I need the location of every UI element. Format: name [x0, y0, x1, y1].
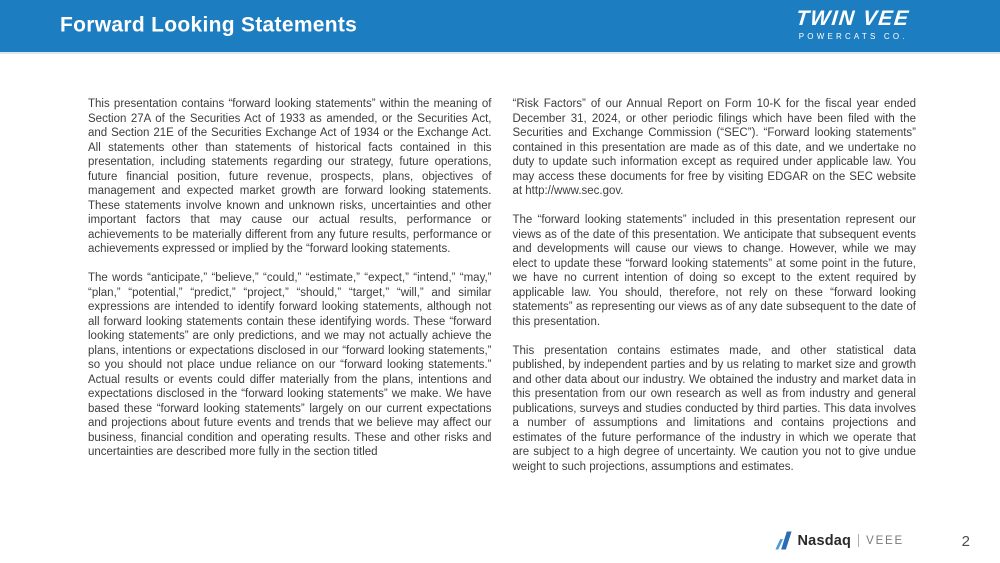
left-column: [88, 97, 492, 474]
disclaimer-paragraph: The words “anticipate,” “believe,” “could,” “estimate,” “expect,” “intend,” “may,” “plan,” “potential,” “predict,” “project,” “should,” “target,” “will,” and similar expressions are intended to identify forward looking statements, although not all forward looking statements contain these identifying words. These “forward looking statements” are only predictions, and we may not actually achieve the plans, intentions or expectations disclosed in our “forward looking statements,” so you should not place undue reliance on our “forward looking statements.” Actual results or events could differ materially from the plans, intentions and expectations disclosed in the “forward looking statements” we make. We have based these “forward looking statements” largely on our current expectations and projections about future events and trends that we believe may affect our business, financial condition and operating results. These and other risks and uncertainties are described more fully in the section titled: [88, 272, 492, 458]
twin-vee-logo-wordmark: TWIN VEE: [795, 7, 912, 30]
twin-vee-logo: [796, 8, 910, 41]
disclaimer-paragraph: This presentation contains estimates made, and other statistical data published, by independent parties and by us relating to market size and growth and other data about our industry. We obtained the industry and market data in this presentation from our own research as well as from industry and general publications, surveys and studies conducted by third parties. This data involves a number of assumptions and limitations and contains projections and estimates of the future performance of the industry in which we operate that are subject to a high degree of uncertainty. We caution you not to give undue weight to such projections, assumptions and estimates.: [512, 344, 916, 473]
nasdaq-wordmark: Nasdaq: [797, 532, 852, 549]
page-title: Forward Looking Statements: [60, 13, 358, 37]
right-column: [513, 97, 917, 474]
nasdaq-ribbon-icon: [774, 531, 793, 550]
slide-body: [88, 97, 916, 474]
page-number: 2: [961, 533, 970, 550]
header-bar: [0, 0, 1000, 54]
twin-vee-logo-subtitle: POWERCATS CO.: [798, 32, 908, 41]
ticker-symbol: VEEE: [866, 534, 904, 547]
footer-divider: [858, 534, 859, 547]
nasdaq-footer-logo: [774, 531, 904, 550]
disclaimer-paragraph: The “forward looking statements” included in this presentation represent our views as of the date of this presentation. We anticipate that subsequent events and developments will cause our views to change. However, while we may elect to update these “forward looking statements” at some point in the future, we have no current intention of doing so except to the extent required by applicable law. You should, therefore, not rely on these “forward looking statements” as representing our views as of any date subsequent to the date of this presentation.: [512, 214, 916, 328]
disclaimer-paragraph: “Risk Factors” of our Annual Report on Form 10-K for the fiscal year ended December 31, 2024, or other periodic filings which have been filed with the Securities and Exchange Commission (“SEC”). “Forward looking statements” contained in this presentation are made as of this date, and we undertake no duty to update such information except as required under applicable law. You may access these documents for free by visiting EDGAR on the SEC website at http://www.sec.gov.: [512, 98, 916, 197]
disclaimer-paragraph: This presentation contains “forward looking statements” within the meaning of Section 27A of the Securities Act of 1933 as amended, or the Securities Act, and Section 21E of the Securities Exchange Act of 1934 or the Exchange Act. All statements other than statements of historical facts contained in this presentation, including statements regarding our strategy, future operations, future financial position, future revenue, prospects, plans, objectives of management and expected market growth are forward looking statements. These statements involve known and unknown risks, uncertainties and other important factors that may cause our actual results, performance or achievements to be materially different from any future results, performance or achievements expressed or implied by the “forward looking statements.: [88, 98, 492, 255]
